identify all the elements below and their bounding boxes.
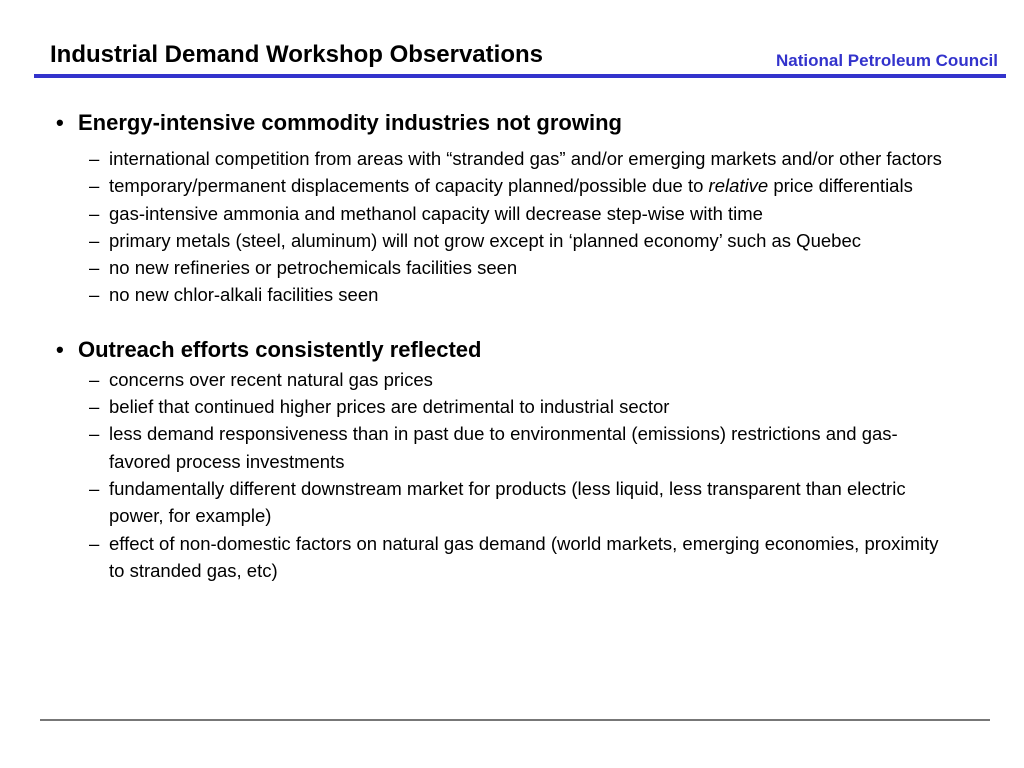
sub-bullet-text-post: price differentials bbox=[768, 175, 913, 197]
sub-bullet-text: less demand responsiveness than in past due to environmental (emissions) restrictions and gas-favored process investments bbox=[109, 423, 898, 472]
sub-bullet-text: fundamentally different downstream market for products (less liquid, less transparent than electric power, for example) bbox=[109, 477, 906, 527]
slide-content bbox=[56, 109, 956, 611]
dash-icon: – bbox=[89, 229, 100, 251]
sub-bullet-list bbox=[56, 366, 956, 584]
sub-bullet-item bbox=[89, 227, 956, 254]
sub-bullet-text-pre: temporary/permanent displacements of capacity planned/possible due to bbox=[109, 175, 709, 197]
sub-bullet-text: no new refineries or petrochemicals facilities seen bbox=[109, 257, 518, 279]
bullet-dot-icon: • bbox=[56, 336, 64, 362]
dash-icon: – bbox=[89, 396, 100, 418]
section-commodity-industries bbox=[56, 109, 956, 309]
section-heading-text: Energy-intensive commodity industries not growing bbox=[78, 110, 622, 135]
dash-icon: – bbox=[89, 477, 100, 499]
sub-bullet-item bbox=[89, 281, 956, 308]
sub-bullet-item bbox=[89, 530, 956, 585]
footer-rule bbox=[40, 719, 990, 721]
section-outreach-efforts bbox=[56, 336, 956, 584]
sub-bullet-item bbox=[89, 393, 956, 420]
sub-bullet-text: gas-intensive ammonia and methanol capacity will decrease step-wise with time bbox=[109, 202, 763, 224]
sub-bullet-list bbox=[56, 145, 956, 309]
sub-bullet-text: no new chlor-alkali facilities seen bbox=[109, 284, 379, 306]
sub-bullet-text: belief that continued higher prices are detrimental to industrial sector bbox=[109, 396, 670, 418]
dash-icon: – bbox=[89, 257, 100, 279]
bullet-dot-icon: • bbox=[56, 110, 64, 135]
sub-bullet-item bbox=[89, 420, 956, 475]
sub-bullet-emphasis: relative bbox=[708, 175, 769, 197]
sub-bullet-text: effect of non-domestic factors on natural gas demand (world markets, emerging economies, proximity to stranded gas, etc) bbox=[109, 532, 939, 581]
dash-icon: – bbox=[89, 532, 100, 554]
dash-icon: – bbox=[89, 284, 100, 306]
sub-bullet-text: primary metals (steel, aluminum) will not grow except in ‘planned economy’ such as Quebec bbox=[109, 229, 861, 251]
dash-icon: – bbox=[89, 148, 100, 169]
sub-bullet-item bbox=[89, 200, 956, 227]
dash-icon: – bbox=[89, 175, 100, 197]
sub-bullet-item bbox=[89, 145, 956, 172]
section-heading-text: Outreach efforts consistently reflected bbox=[78, 336, 482, 362]
dash-icon: – bbox=[89, 423, 100, 445]
slide-title: Industrial Demand Workshop Observations bbox=[50, 41, 543, 68]
sub-bullet-item bbox=[89, 254, 956, 281]
sub-bullet-item bbox=[89, 366, 956, 393]
dash-icon: – bbox=[89, 368, 100, 390]
sub-bullet-text: concerns over recent natural gas prices bbox=[109, 368, 433, 390]
sub-bullet-text: international competition from areas with “stranded gas” and/or emerging markets and/or other factors bbox=[109, 148, 942, 169]
organization-name: National Petroleum Council bbox=[776, 51, 998, 70]
dash-icon: – bbox=[89, 202, 100, 224]
sub-bullet-item bbox=[89, 475, 956, 530]
sub-bullet-item bbox=[89, 172, 956, 199]
section-heading bbox=[56, 336, 956, 364]
section-heading bbox=[56, 109, 956, 137]
header-rule bbox=[34, 74, 1006, 78]
